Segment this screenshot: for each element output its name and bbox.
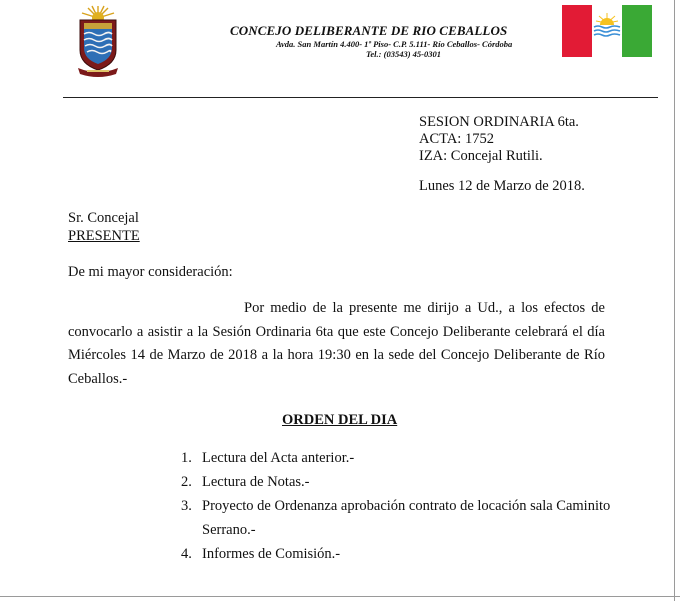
header-divider (63, 97, 658, 98)
agenda-item-text: Informes de Comisión.- (202, 546, 341, 562)
coat-of-arms-logo (74, 4, 122, 78)
session-label: SESION ORDINARIA 6ta. (419, 114, 579, 130)
addressee-presente: PRESENTE (68, 228, 140, 244)
agenda-item-number: 2. (181, 474, 192, 490)
acta-number: ACTA: 1752 (419, 131, 494, 147)
greeting: De mi mayor consideración: (68, 264, 233, 280)
agenda-item-number: 4. (181, 546, 192, 562)
council-name: CONCEJO DELIBERANTE DE RIO CEBALLOS (230, 23, 508, 38)
page-edge-right (674, 0, 675, 601)
order-of-day-title: ORDEN DEL DIA (282, 412, 398, 428)
council-phone: Tel.: (03543) 45-0301 (366, 49, 441, 59)
agenda-item-number: 1. (181, 450, 192, 466)
page-edge-bottom (0, 596, 680, 597)
agenda-item-text: Lectura del Acta anterior.- (202, 450, 355, 466)
agenda-item-text: Proyecto de Ordenanza aprobación contrato de locación sala Caminito (202, 498, 611, 514)
body-paragraph (68, 297, 605, 391)
agenda-item-text: Lectura de Notas.- (202, 474, 310, 490)
addressee-title: Sr. Concejal (68, 210, 139, 226)
body-text: Por medio de la presente me dirijo a Ud., a los efectos de convocarlo a asistir a la Sesión Ordinaria 6ta que este Concejo Deliberante celebrará el día Miércoles 14 de Marzo de 2018 a la hora 19:30 en la sede del Concejo Deliberante de Río Ceballos.- (68, 300, 605, 387)
iza-line: IZA: Concejal Rutili. (419, 148, 543, 164)
letter-date: Lunes 12 de Marzo de 2018. (419, 178, 585, 194)
agenda-item-text-continued: Serrano.- (202, 522, 256, 538)
city-flag-logo (562, 5, 652, 57)
council-address: Avda. San Martín 4.400- 1º Piso- C.P. 5.111- Río Ceballos- Córdoba (276, 39, 513, 49)
agenda-item-number: 3. (181, 498, 192, 514)
